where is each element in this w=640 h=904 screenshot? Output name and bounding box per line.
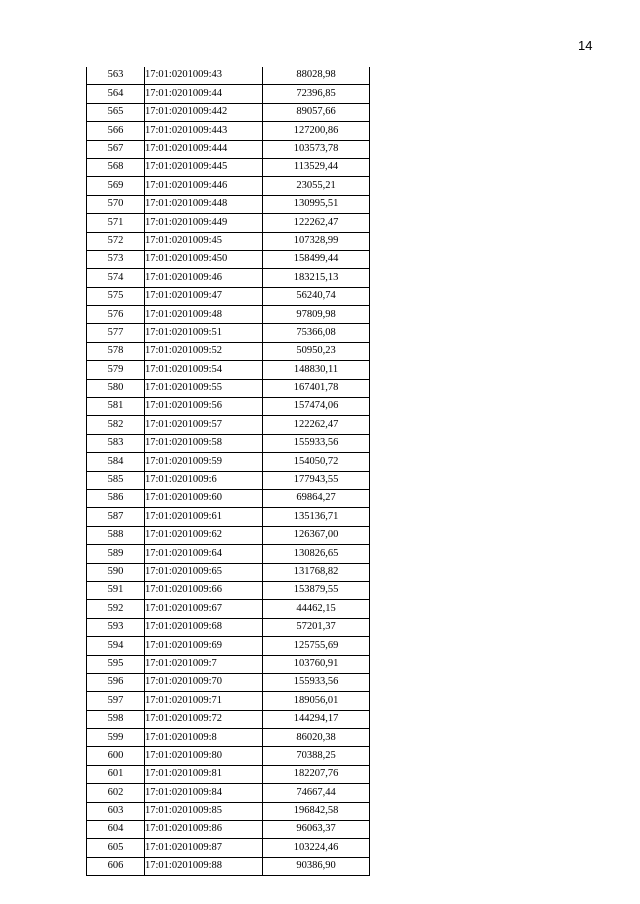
- table-row: [87, 140, 370, 158]
- table-row: [87, 802, 370, 820]
- table-row: [87, 214, 370, 232]
- row-number-cell: 567: [87, 140, 145, 158]
- cadastral-number-cell: 17:01:0201009:66: [145, 581, 263, 599]
- row-number-cell: 569: [87, 177, 145, 195]
- cadastral-value-cell: 88028,98: [263, 67, 370, 85]
- cadastral-value-cell: 23055,21: [263, 177, 370, 195]
- cadastral-number-cell: 17:01:0201009:8: [145, 729, 263, 747]
- row-number-cell: 573: [87, 250, 145, 268]
- table-row: [87, 85, 370, 103]
- cadastral-number-cell: 17:01:0201009:47: [145, 287, 263, 305]
- table-row: [87, 765, 370, 783]
- cadastral-number-cell: 17:01:0201009:44: [145, 85, 263, 103]
- cadastral-number-cell: 17:01:0201009:88: [145, 857, 263, 875]
- table-row: [87, 177, 370, 195]
- cadastral-value-cell: 131768,82: [263, 563, 370, 581]
- row-number-cell: 578: [87, 342, 145, 360]
- table-row: [87, 103, 370, 121]
- row-number-cell: 568: [87, 158, 145, 176]
- table-row: [87, 342, 370, 360]
- table-row: [87, 839, 370, 857]
- table-row: [87, 434, 370, 452]
- row-number-cell: 587: [87, 508, 145, 526]
- row-number-cell: 594: [87, 637, 145, 655]
- table-row: [87, 857, 370, 875]
- cadastral-value-cell: 177943,55: [263, 471, 370, 489]
- cadastral-value-table: [86, 67, 370, 876]
- cadastral-number-cell: 17:01:0201009:59: [145, 453, 263, 471]
- cadastral-number-cell: 17:01:0201009:85: [145, 802, 263, 820]
- row-number-cell: 583: [87, 434, 145, 452]
- table-body: [87, 67, 370, 876]
- cadastral-value-cell: 57201,37: [263, 618, 370, 636]
- cadastral-number-cell: 17:01:0201009:64: [145, 545, 263, 563]
- table-row: [87, 489, 370, 507]
- cadastral-number-cell: 17:01:0201009:446: [145, 177, 263, 195]
- cadastral-value-cell: 155933,56: [263, 673, 370, 691]
- cadastral-number-cell: 17:01:0201009:55: [145, 379, 263, 397]
- cadastral-value-cell: 103760,91: [263, 655, 370, 673]
- cadastral-value-cell: 75366,08: [263, 324, 370, 342]
- table-row: [87, 581, 370, 599]
- cadastral-number-cell: 17:01:0201009:62: [145, 526, 263, 544]
- cadastral-number-cell: 17:01:0201009:81: [145, 765, 263, 783]
- row-number-cell: 582: [87, 416, 145, 434]
- row-number-cell: 605: [87, 839, 145, 857]
- table-row: [87, 655, 370, 673]
- row-number-cell: 571: [87, 214, 145, 232]
- row-number-cell: 590: [87, 563, 145, 581]
- page-number: 14: [578, 38, 593, 53]
- table-row: [87, 416, 370, 434]
- table-row: [87, 269, 370, 287]
- cadastral-value-cell: 74667,44: [263, 784, 370, 802]
- cadastral-value-cell: 135136,71: [263, 508, 370, 526]
- cadastral-number-cell: 17:01:0201009:71: [145, 692, 263, 710]
- table-row: [87, 618, 370, 636]
- table-row: [87, 324, 370, 342]
- cadastral-value-cell: 189056,01: [263, 692, 370, 710]
- cadastral-number-cell: 17:01:0201009:80: [145, 747, 263, 765]
- cadastral-value-cell: 69864,27: [263, 489, 370, 507]
- cadastral-value-cell: 50950,23: [263, 342, 370, 360]
- row-number-cell: 604: [87, 821, 145, 839]
- table-row: [87, 747, 370, 765]
- row-number-cell: 564: [87, 85, 145, 103]
- cadastral-value-cell: 72396,85: [263, 85, 370, 103]
- cadastral-number-cell: 17:01:0201009:54: [145, 361, 263, 379]
- row-number-cell: 574: [87, 269, 145, 287]
- table-row: [87, 453, 370, 471]
- cadastral-number-cell: 17:01:0201009:69: [145, 637, 263, 655]
- row-number-cell: 592: [87, 600, 145, 618]
- cadastral-number-cell: 17:01:0201009:52: [145, 342, 263, 360]
- row-number-cell: 563: [87, 67, 145, 85]
- cadastral-value-cell: 103573,78: [263, 140, 370, 158]
- cadastral-value-cell: 144294,17: [263, 710, 370, 728]
- cadastral-value-cell: 126367,00: [263, 526, 370, 544]
- cadastral-value-cell: 90386,90: [263, 857, 370, 875]
- table-row: [87, 600, 370, 618]
- table-row: [87, 379, 370, 397]
- cadastral-number-cell: 17:01:0201009:65: [145, 563, 263, 581]
- table-row: [87, 361, 370, 379]
- table-row: [87, 122, 370, 140]
- cadastral-value-cell: 182207,76: [263, 765, 370, 783]
- table-row: [87, 784, 370, 802]
- row-number-cell: 602: [87, 784, 145, 802]
- row-number-cell: 593: [87, 618, 145, 636]
- row-number-cell: 584: [87, 453, 145, 471]
- cadastral-number-cell: 17:01:0201009:57: [145, 416, 263, 434]
- cadastral-number-cell: 17:01:0201009:48: [145, 306, 263, 324]
- table-row: [87, 232, 370, 250]
- table-row: [87, 545, 370, 563]
- row-number-cell: 597: [87, 692, 145, 710]
- cadastral-value-cell: 122262,47: [263, 214, 370, 232]
- row-number-cell: 576: [87, 306, 145, 324]
- cadastral-value-cell: 44462,15: [263, 600, 370, 618]
- row-number-cell: 586: [87, 489, 145, 507]
- table-row: [87, 821, 370, 839]
- cadastral-value-cell: 125755,69: [263, 637, 370, 655]
- table-row: [87, 729, 370, 747]
- cadastral-value-cell: 153879,55: [263, 581, 370, 599]
- cadastral-number-cell: 17:01:0201009:43: [145, 67, 263, 85]
- cadastral-value-cell: 103224,46: [263, 839, 370, 857]
- row-number-cell: 570: [87, 195, 145, 213]
- row-number-cell: 601: [87, 765, 145, 783]
- cadastral-number-cell: 17:01:0201009:72: [145, 710, 263, 728]
- cadastral-number-cell: 17:01:0201009:56: [145, 398, 263, 416]
- row-number-cell: 579: [87, 361, 145, 379]
- cadastral-number-cell: 17:01:0201009:67: [145, 600, 263, 618]
- cadastral-value-cell: 196842,58: [263, 802, 370, 820]
- cadastral-number-cell: 17:01:0201009:70: [145, 673, 263, 691]
- cadastral-number-cell: 17:01:0201009:68: [145, 618, 263, 636]
- cadastral-value-cell: 97809,98: [263, 306, 370, 324]
- cadastral-value-cell: 183215,13: [263, 269, 370, 287]
- row-number-cell: 599: [87, 729, 145, 747]
- cadastral-number-cell: 17:01:0201009:46: [145, 269, 263, 287]
- row-number-cell: 575: [87, 287, 145, 305]
- cadastral-number-cell: 17:01:0201009:444: [145, 140, 263, 158]
- row-number-cell: 585: [87, 471, 145, 489]
- cadastral-value-cell: 70388,25: [263, 747, 370, 765]
- table-row: [87, 67, 370, 85]
- row-number-cell: 572: [87, 232, 145, 250]
- table-row: [87, 306, 370, 324]
- cadastral-value-cell: 130826,65: [263, 545, 370, 563]
- cadastral-number-cell: 17:01:0201009:442: [145, 103, 263, 121]
- cadastral-value-cell: 107328,99: [263, 232, 370, 250]
- table-row: [87, 692, 370, 710]
- table-row: [87, 158, 370, 176]
- row-number-cell: 606: [87, 857, 145, 875]
- cadastral-value-cell: 155933,56: [263, 434, 370, 452]
- row-number-cell: 596: [87, 673, 145, 691]
- cadastral-number-cell: 17:01:0201009:61: [145, 508, 263, 526]
- row-number-cell: 595: [87, 655, 145, 673]
- cadastral-number-cell: 17:01:0201009:6: [145, 471, 263, 489]
- cadastral-number-cell: 17:01:0201009:87: [145, 839, 263, 857]
- row-number-cell: 591: [87, 581, 145, 599]
- cadastral-value-cell: 89057,66: [263, 103, 370, 121]
- cadastral-value-cell: 127200,86: [263, 122, 370, 140]
- row-number-cell: 600: [87, 747, 145, 765]
- cadastral-value-cell: 113529,44: [263, 158, 370, 176]
- cadastral-number-cell: 17:01:0201009:84: [145, 784, 263, 802]
- row-number-cell: 566: [87, 122, 145, 140]
- cadastral-number-cell: 17:01:0201009:449: [145, 214, 263, 232]
- row-number-cell: 565: [87, 103, 145, 121]
- row-number-cell: 588: [87, 526, 145, 544]
- table-row: [87, 637, 370, 655]
- table-row: [87, 287, 370, 305]
- cadastral-value-cell: 56240,74: [263, 287, 370, 305]
- table-row: [87, 710, 370, 728]
- table-row: [87, 526, 370, 544]
- cadastral-number-cell: 17:01:0201009:51: [145, 324, 263, 342]
- row-number-cell: 598: [87, 710, 145, 728]
- cadastral-number-cell: 17:01:0201009:86: [145, 821, 263, 839]
- table-row: [87, 250, 370, 268]
- cadastral-value-cell: 96063,37: [263, 821, 370, 839]
- cadastral-number-cell: 17:01:0201009:448: [145, 195, 263, 213]
- cadastral-number-cell: 17:01:0201009:443: [145, 122, 263, 140]
- table-row: [87, 508, 370, 526]
- row-number-cell: 577: [87, 324, 145, 342]
- cadastral-number-cell: 17:01:0201009:7: [145, 655, 263, 673]
- cadastral-number-cell: 17:01:0201009:45: [145, 232, 263, 250]
- cadastral-number-cell: 17:01:0201009:60: [145, 489, 263, 507]
- table-row: [87, 471, 370, 489]
- row-number-cell: 580: [87, 379, 145, 397]
- row-number-cell: 603: [87, 802, 145, 820]
- cadastral-value-cell: 167401,78: [263, 379, 370, 397]
- cadastral-value-cell: 158499,44: [263, 250, 370, 268]
- cadastral-value-cell: 86020,38: [263, 729, 370, 747]
- cadastral-value-cell: 148830,11: [263, 361, 370, 379]
- table-row: [87, 673, 370, 691]
- cadastral-number-cell: 17:01:0201009:450: [145, 250, 263, 268]
- table-row: [87, 563, 370, 581]
- cadastral-value-cell: 157474,06: [263, 398, 370, 416]
- cadastral-number-cell: 17:01:0201009:445: [145, 158, 263, 176]
- cadastral-number-cell: 17:01:0201009:58: [145, 434, 263, 452]
- table-row: [87, 398, 370, 416]
- table-row: [87, 195, 370, 213]
- cadastral-value-cell: 130995,51: [263, 195, 370, 213]
- cadastral-value-cell: 122262,47: [263, 416, 370, 434]
- row-number-cell: 589: [87, 545, 145, 563]
- row-number-cell: 581: [87, 398, 145, 416]
- cadastral-value-cell: 154050,72: [263, 453, 370, 471]
